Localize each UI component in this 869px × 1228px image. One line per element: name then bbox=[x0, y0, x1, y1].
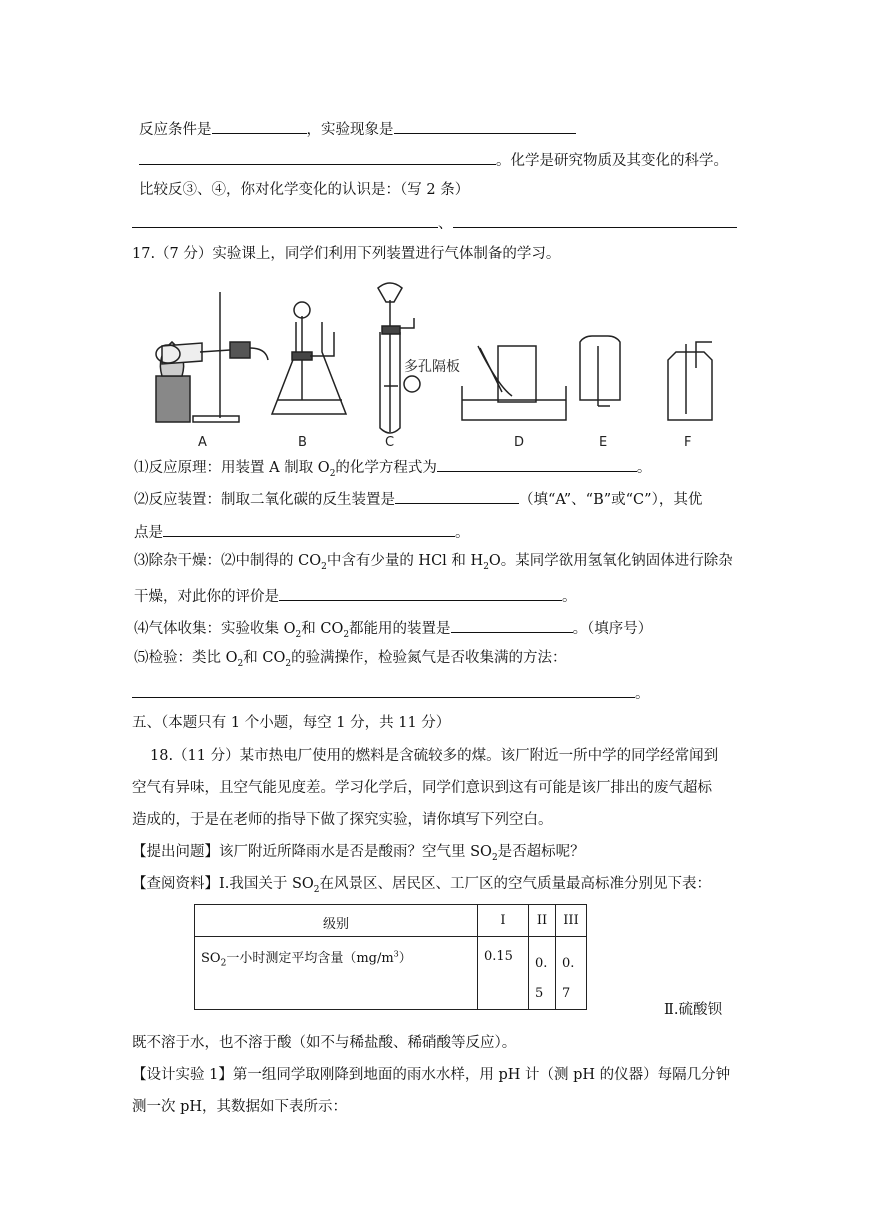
answer-blank[interactable] bbox=[279, 584, 562, 601]
subscript: 2 bbox=[237, 658, 244, 669]
apparatus-f bbox=[668, 342, 712, 420]
apparatus-label-e: E bbox=[599, 435, 608, 450]
fill-line-two-answers bbox=[132, 211, 737, 234]
porous-plate-label: 多孔隔板 bbox=[404, 359, 460, 375]
text: ） bbox=[398, 951, 412, 966]
sub-question-2-cont bbox=[134, 520, 470, 543]
text: 【查阅资料】Ⅰ.我国关于 SO bbox=[132, 876, 314, 892]
compare-prompt: 比较反③、④，你对化学变化的认识是：（写 2 条） bbox=[139, 182, 470, 198]
table-cell: 0.5 bbox=[529, 937, 556, 1010]
table-row-label bbox=[195, 937, 478, 1010]
text: 一小时测定平均含量（mg/m bbox=[226, 951, 394, 966]
q18-line-1: 18.（11 分）某市热电厂使用的燃料是含硫较多的煤。该厂附近一所中学的同学经常闻到 bbox=[150, 748, 719, 764]
answer-blank[interactable] bbox=[394, 117, 576, 134]
fill-line-phenomenon bbox=[139, 148, 728, 171]
text: 、 bbox=[438, 216, 453, 232]
apparatus-label-b: B bbox=[298, 435, 307, 450]
design-line-1: 【设计实验 1】第一组同学取刚降到地面的雨水水样，用 pH 计（测 pH 的仪器）每隔几分钟 bbox=[132, 1067, 731, 1083]
text: SO bbox=[201, 951, 221, 966]
reference-material bbox=[132, 874, 711, 900]
text: 。化学是研究物质及其变化的科学。 bbox=[496, 153, 728, 169]
superscript: 3 bbox=[393, 949, 399, 959]
answer-blank[interactable] bbox=[163, 520, 455, 537]
subscript: 2 bbox=[491, 852, 498, 863]
table-header: II bbox=[529, 905, 556, 937]
sub-question-1 bbox=[134, 455, 651, 484]
text: 都能用的装置是 bbox=[349, 621, 451, 637]
apparatus-label-d: D bbox=[514, 435, 525, 450]
text: 在风景区、居民区、工厂区的空气质量最高标准分别见下表： bbox=[319, 876, 712, 892]
subscript: 2 bbox=[343, 629, 350, 640]
text: ⑷气体收集：实验收集 O bbox=[134, 621, 296, 637]
sub-question-5-answer bbox=[132, 681, 650, 704]
table-header-row bbox=[195, 905, 587, 937]
sub-question-4 bbox=[134, 616, 652, 645]
text: ⑴反应原理：用装置 A 制取 O bbox=[134, 460, 330, 476]
subscript: 2 bbox=[321, 561, 327, 572]
table-header: 级别 bbox=[195, 905, 478, 937]
answer-blank[interactable] bbox=[451, 616, 573, 633]
reference-ii: Ⅱ.硫酸钡 bbox=[664, 1002, 722, 1018]
apparatus-label-c: C bbox=[385, 435, 395, 450]
answer-blank[interactable] bbox=[437, 455, 637, 472]
answer-blank[interactable] bbox=[453, 211, 737, 228]
table-header: III bbox=[556, 905, 587, 937]
section-5-heading: 五、（本题只有 1 个小题，每空 1 分，共 11 分） bbox=[132, 715, 451, 731]
text: 。 bbox=[636, 460, 652, 476]
text: 中含有少量的 HCl 和 H bbox=[326, 553, 484, 569]
fill-line-reaction-condition bbox=[139, 117, 576, 140]
q18-line-3: 造成的，于是在老师的指导下做了探究实验，请你填写下列空白。 bbox=[132, 812, 553, 828]
text: ⑵反应装置：制取二氧化碳的反生装置是 bbox=[134, 492, 395, 508]
text: 反应条件是 bbox=[139, 122, 212, 138]
text: ⑶除杂干燥：⑵中制得的 CO bbox=[134, 553, 322, 569]
apparatus-label-a: A bbox=[198, 435, 207, 450]
sub-question-3 bbox=[134, 551, 733, 577]
table-row bbox=[195, 937, 587, 1010]
text: 。 bbox=[455, 525, 470, 541]
text: 是否超标呢？ bbox=[497, 844, 585, 860]
answer-blank[interactable] bbox=[132, 681, 635, 698]
subscript: 2 bbox=[220, 958, 227, 969]
apparatus-b bbox=[272, 302, 346, 414]
sub-question-3-cont bbox=[134, 584, 577, 607]
question-17: 17.（7 分）实验课上，同学们利用下列装置进行气体制备的学习。 bbox=[132, 246, 561, 262]
so2-standard-table bbox=[194, 904, 587, 1010]
text: 和 CO bbox=[243, 650, 286, 666]
text: 的验满操作，检验氮气是否收集满的方法： bbox=[291, 650, 567, 666]
table-cell: 0.7 bbox=[556, 937, 587, 1010]
reference-ii-cont: 既不溶于水，也不溶于酸（如不与稀盐酸、稀硝酸等反应）。 bbox=[132, 1035, 517, 1051]
answer-blank[interactable] bbox=[132, 211, 438, 228]
text: 点是 bbox=[134, 525, 163, 541]
subscript: 2 bbox=[295, 629, 302, 640]
text: ，实验现象是 bbox=[306, 122, 394, 138]
design-line-2: 测一次 pH，其数据如下表所示： bbox=[132, 1099, 348, 1115]
apparatus-a bbox=[156, 292, 268, 422]
text: （填“A”、“B”或“C”），其优 bbox=[519, 492, 703, 508]
answer-blank[interactable] bbox=[395, 487, 519, 504]
text: 。（填序号） bbox=[572, 621, 653, 637]
table-cell: 0.15 bbox=[478, 937, 529, 1010]
subscript: 2 bbox=[285, 658, 292, 669]
apparatus-e bbox=[580, 336, 620, 406]
q18-line-2: 空气有异味，且空气能见度差。学习化学后，同学们意识到这有可能是该厂排出的废气超标 bbox=[132, 780, 712, 796]
text: 和 CO bbox=[301, 621, 344, 637]
text: ⑸检验：类比 O bbox=[134, 650, 238, 666]
subscript: 2 bbox=[483, 561, 489, 572]
text: 。 bbox=[635, 686, 650, 702]
text: 的化学方程式为 bbox=[335, 460, 437, 476]
apparatus-label-f: F bbox=[684, 435, 692, 450]
text: 。 bbox=[562, 589, 577, 605]
ask-question bbox=[132, 842, 585, 868]
subscript: 2 bbox=[329, 468, 336, 479]
apparatus-d bbox=[462, 346, 566, 420]
text: 【提出问题】该厂附近所降雨水是否是酸雨？空气里 SO bbox=[132, 844, 492, 860]
text: O。某同学欲用氢氧化钠固体进行除杂 bbox=[488, 553, 733, 569]
sub-question-2 bbox=[134, 487, 702, 510]
subscript: 2 bbox=[313, 884, 320, 895]
answer-blank[interactable] bbox=[212, 117, 307, 134]
table-header: I bbox=[478, 905, 529, 937]
sub-question-5 bbox=[134, 648, 567, 674]
answer-blank[interactable] bbox=[139, 148, 496, 165]
text: 干燥，对此你的评价是 bbox=[134, 589, 279, 605]
